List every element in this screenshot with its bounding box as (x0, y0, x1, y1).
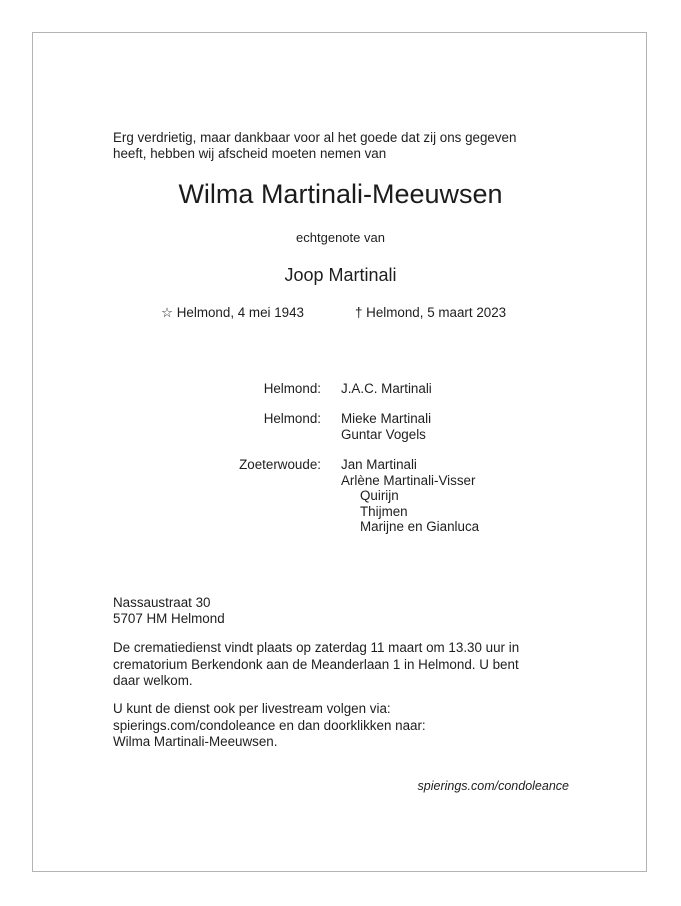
address-line: Nassaustraat 30 (113, 595, 211, 610)
family-names (341, 411, 431, 442)
family-place: Helmond: (263, 381, 321, 396)
spouse-label: echtgenote van (296, 230, 385, 245)
family-place: Zoeterwoude: (239, 457, 321, 472)
family-place: Helmond: (263, 411, 321, 426)
intro-text (113, 130, 583, 162)
death-info: † Helmond, 5 maart 2023 (355, 305, 507, 320)
family-names (341, 457, 479, 535)
address-line: 5707 HM Helmond (113, 610, 225, 626)
livestream-line: Wilma Martinali-Meeuwsen. (113, 734, 278, 749)
family-member: Jan Martinali (341, 457, 417, 472)
intro-line: Erg verdrietig, maar dankbaar voor al het goede dat zij ons gegeven (113, 130, 517, 145)
grandchild: Marijne en Gianluca (360, 519, 480, 534)
family-member: Guntar Vogels (341, 426, 426, 442)
family-member: Arlène Martinali-Visser (341, 472, 476, 488)
service-info (113, 640, 593, 690)
footer-link[interactable]: spierings.com/condoleance (417, 779, 569, 793)
family-names (341, 381, 432, 397)
family-member: Mieke Martinali (341, 411, 432, 426)
deceased-name: Wilma Martinali-Meeuwsen (178, 179, 503, 209)
service-line: daar welkom. (113, 673, 193, 688)
spouse-name: Joop Martinali (284, 265, 397, 285)
service-line: crematorium Berkendonk aan de Meanderlaan 1 in Helmond. U bent (113, 656, 519, 672)
grandchild: Quirijn (360, 488, 399, 503)
birth-info: ☆ Helmond, 4 mei 1943 (161, 305, 305, 320)
family-member: J.A.C. Martinali (341, 381, 432, 396)
livestream-info (113, 701, 593, 751)
service-line: De crematiedienst vindt plaats op zaterdag 11 maart om 13.30 uur in (113, 640, 520, 655)
livestream-line: U kunt de dienst ook per livestream volgen via: (113, 701, 391, 716)
address (113, 595, 225, 626)
intro-line: heeft, hebben wij afscheid moeten nemen van (113, 146, 387, 161)
grandchild: Thijmen (360, 503, 408, 519)
livestream-line: spierings.com/condoleance en dan doorklikken naar: (113, 717, 426, 733)
